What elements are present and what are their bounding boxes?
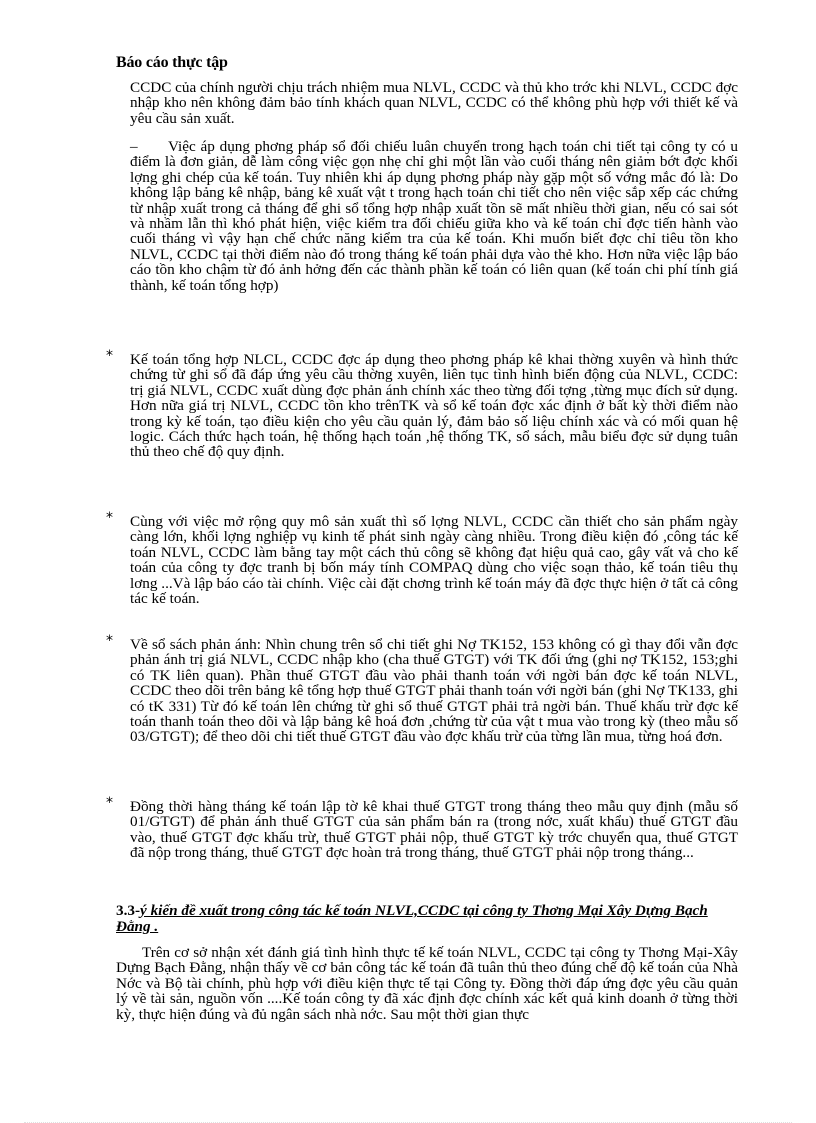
bullet-3-text: Về sổ sách phản ánh: Nhìn chung trên sổ chi tiết ghi Nợ TK152, 153 không có gì thay đổi vẫn đợc phản ánh trị giá NLVL, CCDC nhập kho (cha thuế GTGT) với TK đối ứng (ghi nợ TK152, 153;ghi có TK liên quan). Phần thuế GTGT đầu vào phải thanh toán với ngời bán đợc kế toán NLVL, CCDC theo dõi trên bảng kê tổng hợp thuế GTGT phải thanh toán với ngời bán (ghi Nợ TK133, ghi có tK 331) Từ đó kế toán lên chứng từ ghi sổ thuế GTGT phải trả ngời bán. Thuế khấu trừ đợc kế toán thanh toán theo dõi và lập bảng kê hoá đơn ,chứng từ của vật t mua vào trong kỳ (theo mẫu số 03/GTGT); để theo dõi chi tiết thuế GTGT đầu vào đợc khấu trừ của từng lần mua, từng hoá đơn. [130,636,738,746]
paragraph-2-text [130,139,738,293]
paragraph-2 [130,139,738,293]
bullet-item-3 [106,633,738,746]
bullet-1-text: Kế toán tổng hợp NLCL, CCDC đợc áp dụng theo phơng pháp kê khai thờng xuyên và hình thức chứng từ ghi sổ đã đáp ứng yêu cầu thờng xuyên, liên tục tình hình biến động của NLVL, CCDC: trị giá NLVL, CCDC xuất dùng đợc phản ánh chính xác theo từng đối tợng ,từng mục đích sử dụng. Hơn nữa giá trị NLVL, CCDC tồn kho trênTK và sổ kế toán đợc xác định ở bất kỳ thời điểm nào trong kỳ kế toán, tạo điều kiện cho yêu cầu quản lý, đảm bảo số liệu chính xác và có mối quan hệ logic. Cách thức hạch toán, hệ thống hạch toán ,hệ thống TK, sổ sách, mẫu biểu đợc sử dụng tuân thủ theo chế độ quy định. [130,351,738,461]
section-heading [116,903,746,935]
section-number: 3.3- [116,902,141,919]
paragraph-1 [130,80,738,126]
bullet-star-icon: * [106,795,113,811]
bullet-star-icon: * [106,633,113,649]
page-header: Báo cáo thực tập [116,54,228,71]
dash-marker: – [130,138,138,155]
bullet-4-text: Đồng thời hàng tháng kế toán lập tờ kê khai thuế GTGT trong tháng theo mẫu quy định (mẫu số 01/GTGT) để phản ánh thuế GTGT của sản phẩm bán ra (trong nớc, xuất khẩu) thuế GTGT đầu vào, thuế GTGT đợc khấu trừ, thuế GTGT phải nộp, thuế GTGT kỳ trớc chuyển qua, thuế GTGT đã nộp trong tháng, thuế GTGT đợc hoàn trả trong tháng, thuế GTGT phải nộp trong tháng... [130,798,738,862]
paragraph-2-body: Việc áp dụng phơng pháp sổ đối chiếu luân chuyển trong hạch toán chi tiết tại công ty có u điểm là đơn giản, dễ làm công việc gọn nhẹ chỉ ghi một lần vào cuối tháng nên giảm bớt đợc khối lợng ghi chép của kế toán. Tuy nhiên khi áp dụng phơng pháp này gặp một số vớng mắc đó là: Do không lập bảng kê nhập, bảng kê xuất vật t trong hạch toán chi tiết cho nên việc sắp xếp các chứng từ nhập xuất trong cả tháng để ghi sổ tổng hợp nhập xuất tồn sẽ mất nhiều thời gian, nếu có sai sót và nhầm lẫn thì khó phát hiện, việc kiểm tra đối chiếu giữa kho và kế toán chỉ đợc tiến hành vào cuối tháng vì vậy hạn chế chức năng kiểm tra của kế toán. Khi muốn biết đợc chỉ tiêu tồn kho NLVL, CCDC tại thời điểm nào đó trong tháng kế toán phải dựa vào thẻ kho. Hơn nữa việc lập báo cáo tồn kho chậm từ đó ảnh hởng đến các thành phần kế toán có liên quan (kế toán chi phí tính giá thành, kế toán tổng hợp) [130,138,738,294]
bullet-star-icon: * [106,510,113,526]
section-title-text: ý kiến đề xuất trong công tác kế toán NLVL,CCDC tại công ty Thơng Mại Xây Dựng Bạch Đằng . [116,902,708,935]
final-paragraph: Trên cơ sở nhận xét đánh giá tình hình thực tế kế toán NLVL, CCDC tại công ty Thơng Mại-Xây Dựng Bạch Đằng, nhận thấy về cơ bản công tác kế toán đã tuân thủ theo đúng chế độ kế toán của Nhà Nớc và Bộ tài chính, phù hợp với điều kiện thực tế tại Công ty. Đồng thời đáp ứng đợc yêu cầu quản lý về tài sản, nguồn vốn ....Kế toán công ty đã xác định đợc chính xác kết quả kinh doanh ở từng thời kỳ, thực hiện đúng và đủ ngân sách nhà nớc. Sau một thời gian thực [116,944,738,1023]
bullet-2-text: Cùng với việc mở rộng quy mô sản xuất thì số lợng NLVL, CCDC cần thiết cho sản phẩm ngày càng lớn, khối lợng nghiệp vụ kinh tế phát sinh ngày càng nhiều. Trong điều kiện đó ,công tác kế toán NLVL, CCDC làm bằng tay một cách thủ công sẽ không đạt hiệu quả cao, gây vất vả cho kế toán của công ty đợc tranh bị bốn máy tính COMPAQ dùng cho việc soạn thảo, kế toán tiêu thụ lơng ...Và lập báo cáo tài chính. Việc cài đặt chơng trình kế toán máy đã đợc thực hiện ở tất cả công tác kế toán. [130,513,738,608]
bullet-item-2 [106,510,738,608]
bullet-star-icon: * [106,348,113,364]
bullet-item-1 [106,348,738,461]
bullet-item-4 [106,795,738,862]
paragraph-1-text: CCDC của chính người chịu trách nhiệm mua NLVL, CCDC và thủ kho trớc khi NLVL, CCDC đợc nhập kho nên không đảm bảo tính khách quan NLVL, CCDC có thể không phù hợp với thiết kế và yêu cầu sản xuất. [130,79,738,127]
